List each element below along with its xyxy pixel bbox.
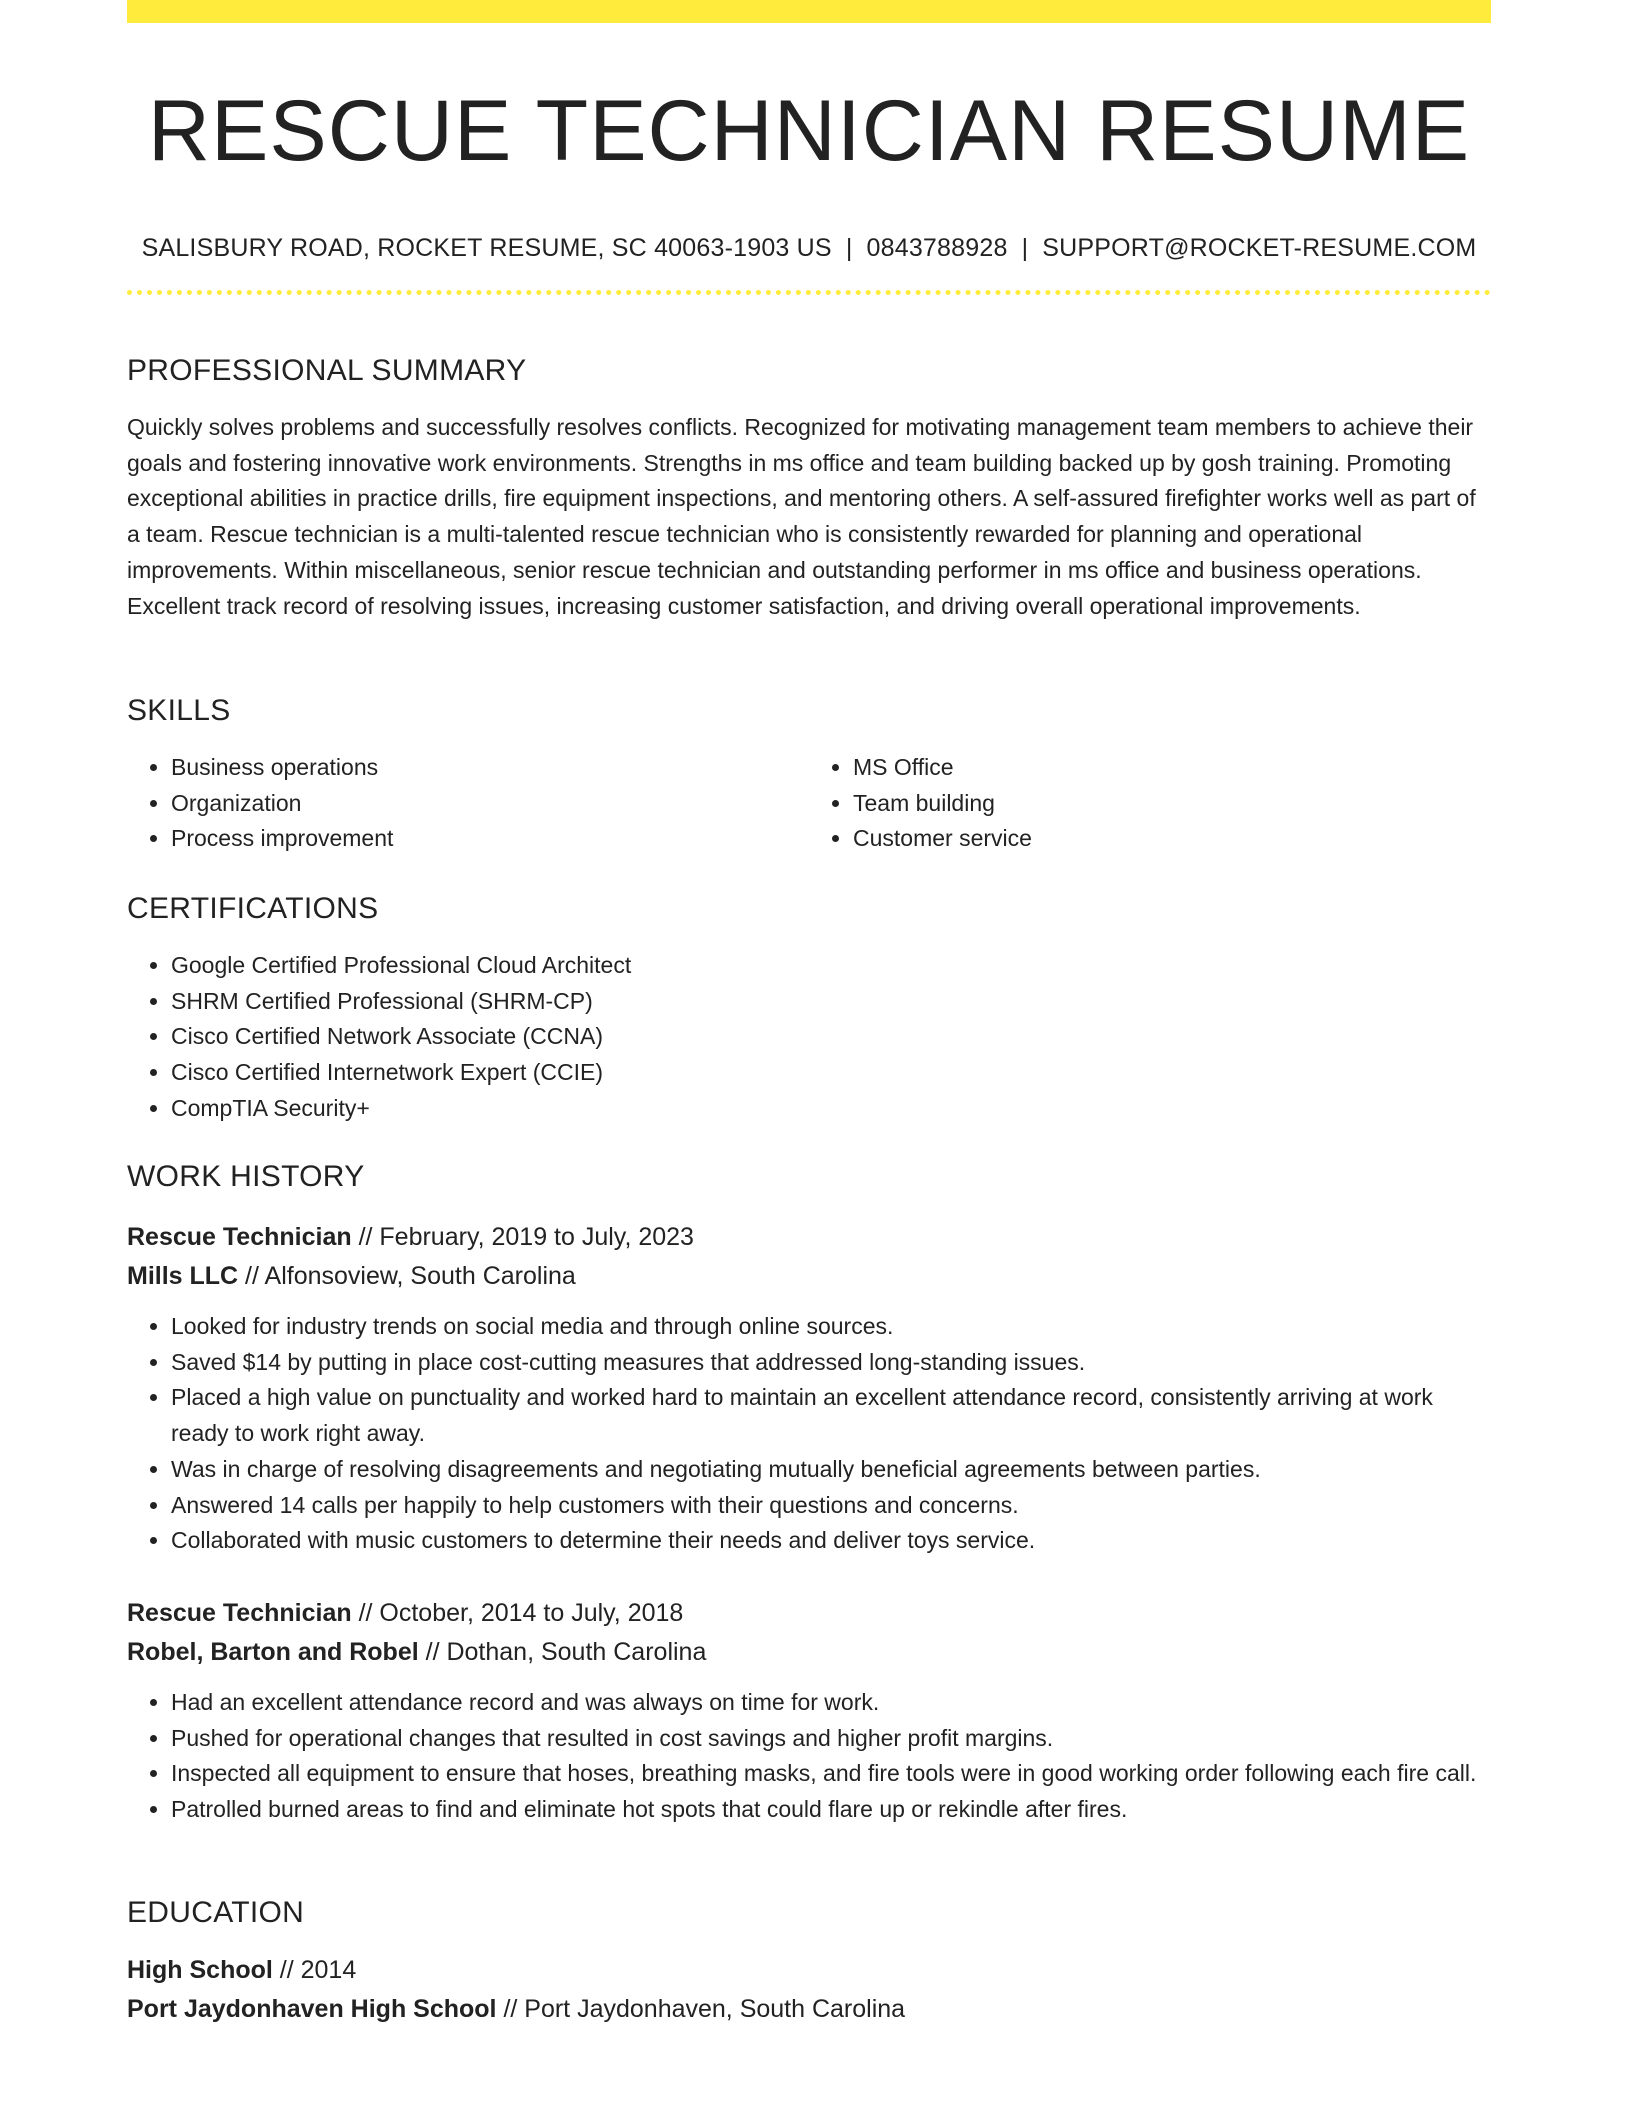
education-degree: High School — [127, 1956, 273, 1984]
contact-address: SALISBURY ROAD, ROCKET RESUME, SC 40063-1903 US — [141, 234, 832, 262]
list-item: • MS Office — [853, 750, 1491, 786]
list-item: • Pushed for operational changes that resulted in cost savings and higher profit margins. — [171, 1721, 1491, 1757]
list-item: • Google Certified Professional Cloud Architect — [171, 948, 1491, 984]
skills-left-list — [127, 750, 809, 857]
education-degree-line — [127, 1951, 1491, 1990]
job-title-line — [127, 1218, 1491, 1257]
certifications-heading: CERTIFICATIONS — [127, 892, 379, 925]
list-item: • Patrolled burned areas to find and eliminate hot spots that could flare up or rekindle after fires. — [171, 1792, 1491, 1828]
job-entry — [127, 1594, 1491, 1828]
list-item: • Collaborated with music customers to determine their needs and deliver toys service. — [171, 1523, 1491, 1559]
list-item: • Looked for industry trends on social media and through online sources. — [171, 1309, 1491, 1345]
education-entry — [127, 1951, 1491, 2029]
list-item: • Placed a high value on punctuality and worked hard to maintain an excellent attendance record, consistently arriving at work ready to work right away. — [171, 1380, 1491, 1451]
job-company-line — [127, 1257, 1491, 1296]
job-dates: // October, 2014 to July, 2018 — [351, 1599, 684, 1627]
job-bullets — [127, 1685, 1491, 1828]
work-heading: WORK HISTORY — [127, 1160, 365, 1193]
certifications-section — [127, 891, 1491, 1127]
list-item: • SHRM Certified Professional (SHRM-CP) — [171, 984, 1491, 1020]
list-item: • Inspected all equipment to ensure that hoses, breathing masks, and fire tools were in good working order following each fire call. — [171, 1756, 1491, 1792]
job-title: Rescue Technician — [127, 1599, 352, 1627]
job-entry — [127, 1218, 1491, 1559]
contact-separator: | — [1021, 234, 1029, 262]
work-section — [127, 1159, 1491, 1195]
contact-separator: | — [845, 234, 853, 262]
contact-phone: 0843788928 — [866, 234, 1008, 262]
job-bullets — [127, 1309, 1491, 1559]
certifications-list — [127, 948, 1491, 1127]
skills-heading: SKILLS — [127, 694, 231, 727]
education-heading: EDUCATION — [127, 1896, 305, 1929]
resume-page — [127, 0, 1491, 2023]
job-company: Robel, Barton and Robel — [127, 1638, 419, 1666]
list-item: • Cisco Certified Network Associate (CCNA) — [171, 1019, 1491, 1055]
education-location: // Port Jaydonhaven, South Carolina — [496, 1995, 906, 2023]
education-year: // 2014 — [272, 1956, 357, 1984]
list-item: • CompTIA Security+ — [171, 1091, 1491, 1127]
list-item: • Had an excellent attendance record and was always on time for work. — [171, 1685, 1491, 1721]
education-school-line — [127, 1990, 1491, 2029]
summary-heading: PROFESSIONAL SUMMARY — [127, 354, 527, 387]
job-title-line — [127, 1594, 1491, 1633]
job-dates: // February, 2019 to July, 2023 — [351, 1223, 694, 1251]
list-item: • Cisco Certified Internetwork Expert (CCIE) — [171, 1055, 1491, 1091]
skills-columns — [127, 750, 1491, 857]
skills-section — [127, 693, 1491, 857]
skills-right-list — [809, 750, 1491, 857]
list-item: • Business operations — [171, 750, 809, 786]
summary-section — [127, 353, 1491, 624]
job-title: Rescue Technician — [127, 1223, 352, 1251]
list-item: • Team building — [853, 786, 1491, 822]
list-item: • Was in charge of resolving disagreements and negotiating mutually beneficial agreements between parties. — [171, 1452, 1491, 1488]
education-school: Port Jaydonhaven High School — [127, 1995, 497, 2023]
list-item: • Answered 14 calls per happily to help customers with their questions and concerns. — [171, 1488, 1491, 1524]
top-accent-bar — [127, 0, 1491, 23]
contact-email: SUPPORT@ROCKET-RESUME.COM — [1042, 234, 1477, 262]
dotted-divider — [127, 290, 1491, 295]
contact-line — [127, 233, 1491, 263]
summary-text: Quickly solves problems and successfully resolves conflicts. Recognized for motivating management team members to achieve their goals and fostering innovative work environments. Strengths in ms office and team building backed up by gosh training. Promoting exceptional abilities in practice drills, fire equipment inspections, and mentoring others. A self-assured firefighter works well as part of a team. Rescue technician is a multi-talented rescue technician who is consistently rewarded for planning and operational improvements. Within miscellaneous, senior rescue technician and outstanding performer in ms office and business operations. Excellent track record of resolving issues, increasing customer satisfaction, and driving overall operational improvements. — [127, 414, 1476, 619]
list-item: • Saved $14 by putting in place cost-cutting measures that addressed long-standing issues. — [171, 1345, 1491, 1381]
job-company: Mills LLC — [127, 1262, 239, 1290]
job-location: // Dothan, South Carolina — [418, 1638, 707, 1666]
page-title: RESCUE TECHNICIAN RESUME — [147, 83, 1471, 179]
list-item: • Process improvement — [171, 821, 809, 857]
list-item: • Organization — [171, 786, 809, 822]
education-section — [127, 1895, 1491, 2029]
job-location: // Alfonsoview, South Carolina — [238, 1262, 576, 1290]
job-company-line — [127, 1633, 1491, 1672]
list-item: • Customer service — [853, 821, 1491, 857]
